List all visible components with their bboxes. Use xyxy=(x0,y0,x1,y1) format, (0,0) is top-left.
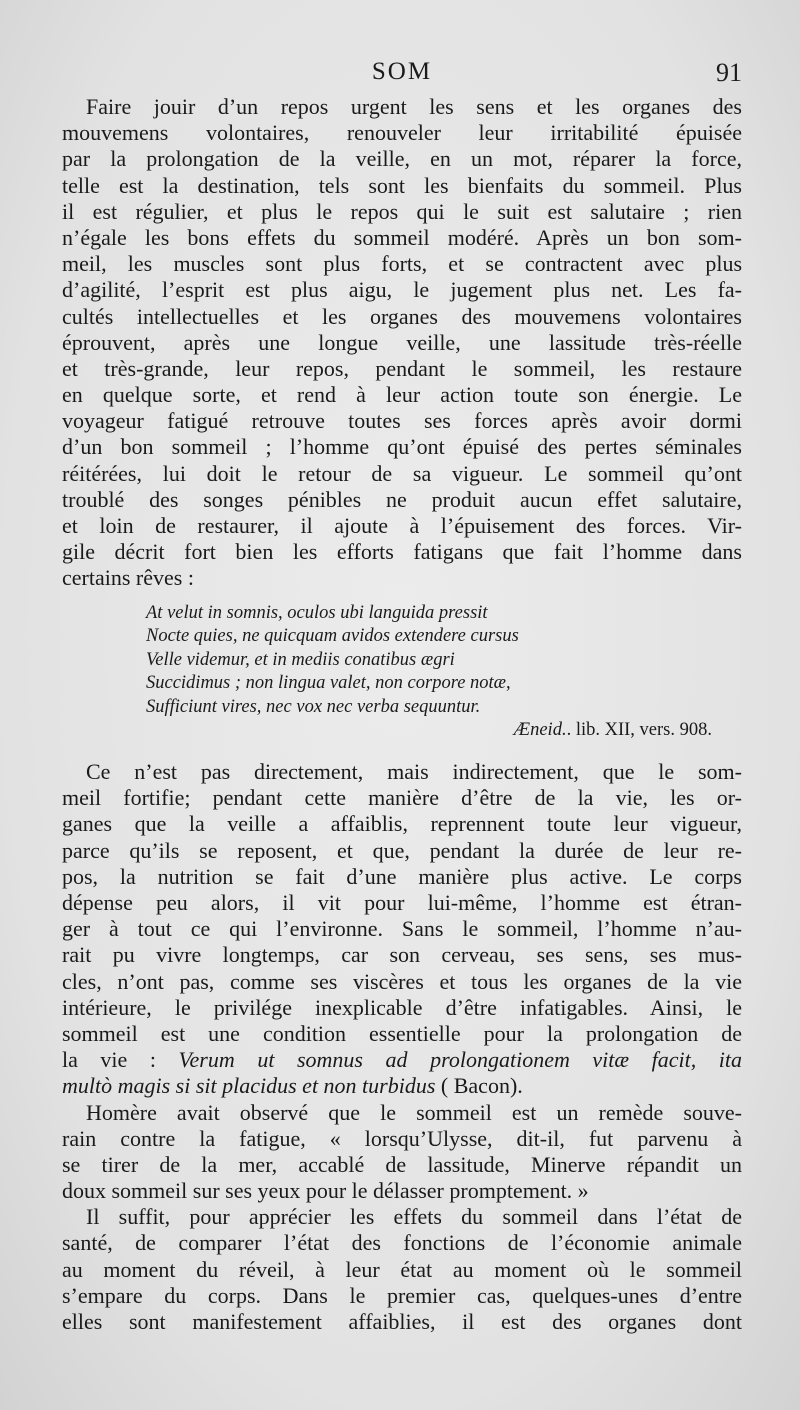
latin-quotation xyxy=(62,602,742,744)
paragraph-1 xyxy=(62,94,742,592)
text-line: Il suffit, pour apprécier les effets du sommeil dans l’état de xyxy=(86,1204,742,1230)
text-line: d’agilité, l’esprit est plus aigu, le jugement plus net. Les fa- xyxy=(62,277,742,303)
text-line: telle est la destination, tels sont les bienfaits du sommeil. Plus xyxy=(62,172,742,198)
text-line: d’un bon sommeil ; l’homme qu’ont épuisé des pertes séminales xyxy=(62,434,742,460)
page-number: 91 xyxy=(716,58,742,87)
text-line: en quelque sorte, et rend à leur action toute son énergie. Le xyxy=(62,382,742,408)
text-line: éprouvent, après une longue veille, une lassitude très-réelle xyxy=(62,329,742,355)
quote-line: Succidimus ; non lingua valet, non corpore notæ, xyxy=(146,673,511,694)
text-line: se tirer de la mer, accablé de lassitude, Minerve répandit un xyxy=(62,1151,742,1177)
text-line: certains rêves : xyxy=(62,565,194,591)
text-line: santé, de comparer l’état des fonctions de l’économie animale xyxy=(62,1230,742,1256)
paragraph-2 xyxy=(62,759,742,1099)
quote-line: Velle videmur, et in mediis conatibus ægri xyxy=(146,649,455,670)
text-line: rait pu vivre longtemps, car son cerveau, ses sens, ses mus- xyxy=(62,942,742,968)
text-line xyxy=(62,1047,742,1073)
page-header xyxy=(62,58,742,94)
text-line: cultés intellectuelles et les organes des mouvemens volontaires xyxy=(62,303,742,329)
latin-citation: Verum ut somnus ad prolongationem vitæ facit, ita xyxy=(178,1047,743,1073)
text-line: meil fortifie; pendant cette manière d’être de la vie, les or- xyxy=(62,785,742,811)
text-line: voyageur fatigué retrouve toutes ses forces après avoir dormi xyxy=(62,408,742,434)
text-line: ganes que la veille a affaiblis, reprennent toute leur vigueur, xyxy=(62,811,742,837)
source-reference: . lib. XII, vers. 908. xyxy=(566,720,712,741)
body-text xyxy=(62,94,742,1335)
quote-line: At velut in somnis, oculos ubi languida pressit xyxy=(146,602,488,623)
text-line: réitérées, lui doit le retour de sa vigueur. Le sommeil qu’ont xyxy=(62,460,742,486)
source-work: Æneid. xyxy=(513,720,567,741)
text-line: il est régulier, et plus le repos qui le suit est salutaire ; rien xyxy=(62,198,742,224)
text-line: et loin de restaurer, il ajoute à l’épuisement des forces. Vir- xyxy=(62,513,742,538)
text-line: rain contre la fatigue, « lorsqu’Ulysse, dit-il, fut parvenu à xyxy=(62,1125,742,1151)
text-run: la vie : xyxy=(62,1047,179,1073)
quote-line: Sufficiunt vires, nec vox nec verba sequuntur. xyxy=(146,696,481,717)
paragraph-4 xyxy=(62,1204,742,1335)
text-line: Homère avait observé que le sommeil est un remède souve- xyxy=(86,1099,742,1125)
text-line: s’empare du corps. Dans le premier cas, quelques-unes d’entre xyxy=(62,1282,742,1308)
text-line: sommeil est une condition essentielle pour la prolongation de xyxy=(62,1020,742,1046)
text-line: Faire jouir d’un repos urgent les sens et les organes des xyxy=(86,94,742,119)
running-head: SOM xyxy=(371,58,433,85)
text-line: troublé des songes pénibles ne produit aucun effet salutaire, xyxy=(62,486,742,512)
text-line: parce qu’ils se reposent, et que, pendant la durée de leur re- xyxy=(62,837,742,863)
text-line: meil, les muscles sont plus forts, et se contractent avec plus xyxy=(62,251,742,277)
text-line: au moment du réveil, à leur état au moment où le sommeil xyxy=(62,1256,742,1282)
quote-source xyxy=(146,719,742,743)
text-line: ger à tout ce qui l’environne. Sans le sommeil, l’homme n’au- xyxy=(62,916,742,942)
text-line: gile décrit fort bien les efforts fatigans que fait l’homme dans xyxy=(62,539,742,565)
text-line: n’égale les bons effets du sommeil modéré. Après un bon som- xyxy=(62,224,742,250)
text-line: intérieure, le privilége inexplicable d’être infatigables. Ainsi, le xyxy=(62,994,742,1020)
text-line: doux sommeil sur ses yeux pour le délasser promptement. » xyxy=(62,1178,589,1204)
text-line: par la prolongation de la veille, en un mot, réparer la force, xyxy=(62,146,742,172)
text-line: pos, la nutrition se fait d’une manière plus active. Le corps xyxy=(62,863,742,889)
text-line: elles sont manifestement affaiblies, il est des organes dont xyxy=(62,1309,742,1334)
latin-citation: multò magis si sit placidus et non turbidus xyxy=(62,1073,436,1099)
citation-source: ( Bacon). xyxy=(435,1073,523,1099)
text-line: Ce n’est pas directement, mais indirectement, que le som- xyxy=(86,759,742,785)
paragraph-3 xyxy=(62,1100,742,1205)
text-line xyxy=(62,1073,742,1099)
text-line: dépense peu alors, il vit pour lui-même, l’homme est étran- xyxy=(62,890,742,915)
text-line: et très-grande, leur repos, pendant le sommeil, les restaure xyxy=(62,355,742,381)
text-line: cles, n’ont pas, comme ses viscères et tous les organes de la vie xyxy=(62,968,742,994)
quote-line: Nocte quies, ne quicquam avidos extendere cursus xyxy=(146,626,519,647)
text-line: mouvemens volontaires, renouveler leur irritabilité épuisée xyxy=(62,120,742,146)
